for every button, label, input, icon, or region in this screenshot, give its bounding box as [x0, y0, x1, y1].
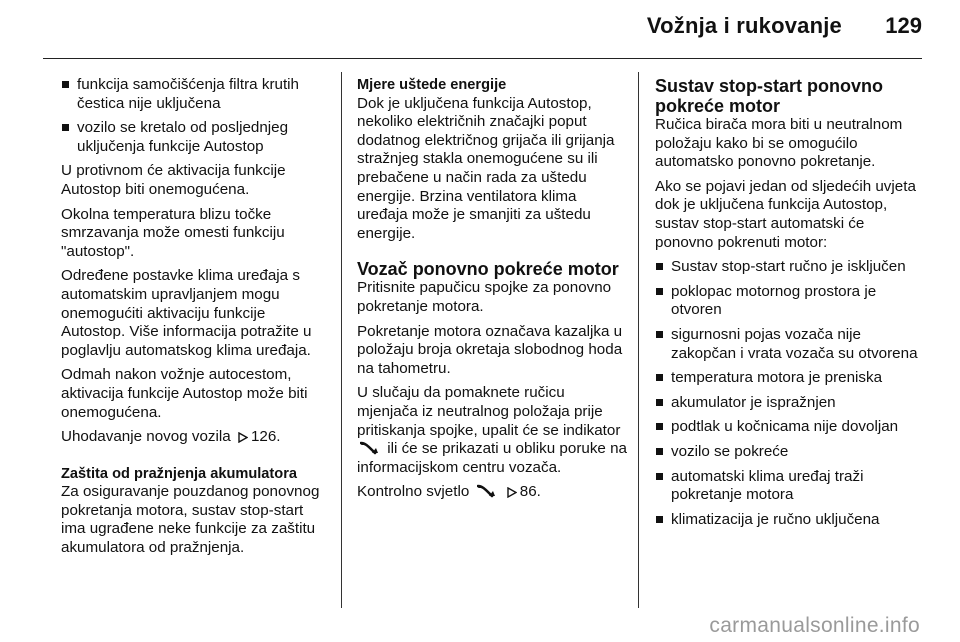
reference-page[interactable]: 86. — [519, 483, 541, 501]
restart-conditions-list — [655, 258, 923, 529]
paragraph: U protivnom će aktivacija funkcije Autostop biti onemogućena. — [61, 162, 286, 198]
battery-protection-text: Za osiguravanje pouzdanog ponovnog pokretanja motora, sustav stop-start ima ugrađene neke funkcije za zaštitu akumulatora od pražnjenja. — [61, 483, 320, 557]
list-item: funkcija samočišćenja filtra krutih čestica nije uključena — [61, 76, 329, 113]
energy-saving-heading: Mjere uštede energije — [357, 77, 507, 93]
paragraph: Ručica birača mora biti u neutralnom položaju kako bi se omogućilo automatsko ponovno pokretanje. — [655, 116, 903, 171]
reference-page[interactable]: 126. — [250, 428, 281, 446]
break-in-reference: Uhodavanje novog vozila 126. — [61, 428, 281, 446]
bullet-square-icon — [656, 448, 663, 455]
list-item: automatski klima uređaj traži pokretanje motora — [655, 468, 923, 505]
bullet-square-icon — [656, 423, 663, 430]
list-item: klimatizacija je ručno uključena — [655, 511, 923, 530]
list-item: akumulator je ispražnjen — [655, 394, 923, 413]
paragraph: Okolna temperatura blizu točke smrzavanja može omesti funkciju "autostop". — [61, 205, 285, 260]
bullet-square-icon — [656, 516, 663, 523]
column-3 — [655, 76, 923, 535]
list-item: sigurnosni pojas vozača nije zakopčan i vrata vozača su otvorena — [655, 326, 923, 363]
paragraph: Određene postavke klima uređaja s automatskim upravljanjem mogu onemogućiti aktivaciju funkcije Autostop. Više informacija potražite u poglavlju automatskog klima uređaja. — [61, 267, 312, 359]
list-item: temperatura motora je preniska — [655, 369, 923, 388]
indicator-lamp-reference: Kontrolno svjetlo 86. — [357, 483, 541, 501]
driver-restart-title: Vozač ponovno pokreće motor — [357, 259, 619, 280]
column-divider-2 — [638, 72, 639, 608]
paragraph: Odmah nakon vožnje autocestom, aktivacija funkcije Autostop može biti onemogućena. — [61, 366, 308, 421]
bullet-square-icon — [62, 81, 69, 88]
bullet-square-icon — [656, 374, 663, 381]
chapter-title: Vožnja i rukovanje — [646, 13, 842, 38]
header-divider — [43, 58, 922, 59]
list-item: vozilo se pokreće — [655, 443, 923, 462]
stop-start-indicator-icon — [477, 484, 497, 498]
energy-saving-text: Dok je uključena funkcija Autostop, nekoliko električnih značajki poput dodatnog električnog grijača ili grijanja stražnjeg stakla onemogućene su ili prebačene u način rada za uštedu energije. Brzina ventilatora klima uređaja može je smanjiti za uštedu energije. — [357, 94, 615, 242]
page-reference-arrow-icon — [238, 432, 248, 443]
bullet-square-icon — [656, 331, 663, 338]
bullet-square-icon — [656, 399, 663, 406]
page-header — [0, 0, 960, 56]
list-item: poklopac motornog prostora je otvoren — [655, 283, 923, 320]
bullet-square-icon — [656, 288, 663, 295]
battery-protection-heading: Zaštita od pražnjenja akumulatora — [61, 465, 297, 482]
list-item: vozilo se kretalo od posljednjeg uključenja funkcije Autostop — [61, 119, 329, 156]
autostop-conditions-list — [61, 76, 329, 156]
indicator-paragraph: U slučaju da pomaknete ručicu mjenjača iz neutralnog položaja prije pritiskanja spojke, upalit će se indikator ili će se prikazati u obliku poruke na informacijskom centru vozača. — [357, 384, 627, 476]
page-number: 129 — [885, 13, 922, 38]
stop-start-indicator-icon — [360, 441, 380, 455]
system-restart-title: Sustav stop-start ponovno pokreće motor — [655, 76, 884, 116]
column-1 — [61, 76, 329, 564]
bullet-square-icon — [656, 263, 663, 270]
paragraph: Ako se pojavi jedan od sljedećih uvjeta dok je uključena funkcija Autostop, sustav stop-start automatski će ponovno pokrenuti motor: — [655, 177, 916, 251]
paragraph: Pokretanje motora označava kazaljka u položaju broja okretaja slobodnog hoda na tahometru. — [357, 322, 623, 377]
paragraph: Pritisnite papučicu spojke za ponovno pokretanje motora. — [357, 279, 612, 315]
page-reference-arrow-icon — [507, 487, 517, 498]
list-item: Sustav stop-start ručno je isključen — [655, 258, 923, 277]
watermark: carmanualsonline.info — [709, 614, 920, 637]
bullet-square-icon — [62, 124, 69, 131]
list-item: podtlak u kočnicama nije dovoljan — [655, 418, 923, 437]
column-divider-1 — [341, 72, 342, 608]
bullet-square-icon — [656, 473, 663, 480]
column-2 — [357, 76, 627, 508]
